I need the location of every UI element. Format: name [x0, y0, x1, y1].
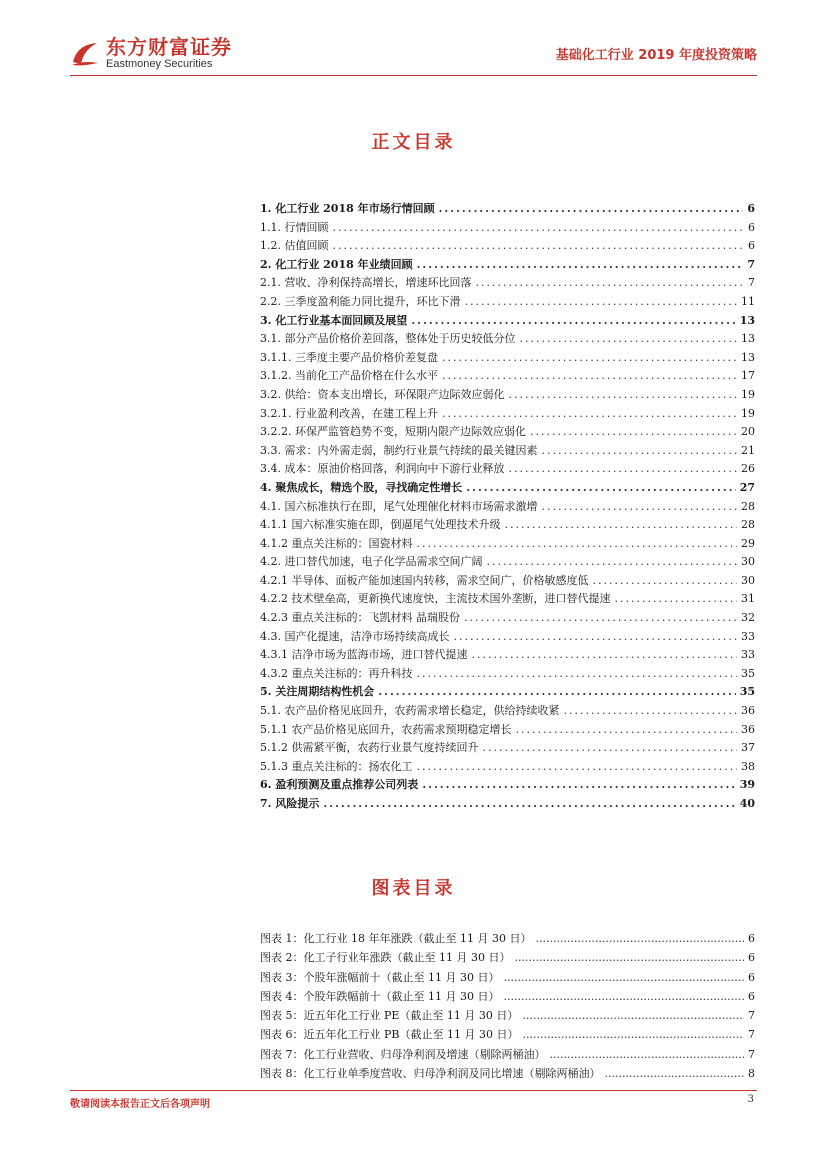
- toc-entry[interactable]: [260, 572, 755, 591]
- toc-entry[interactable]: [260, 349, 755, 368]
- entry-page-number: 21: [741, 443, 755, 457]
- figure-entry[interactable]: [260, 930, 755, 949]
- dot-leader: [614, 592, 737, 605]
- disclaimer-note: 敬请阅读本报告正文后各项声明: [70, 1099, 210, 1110]
- page-number: 3: [747, 1094, 754, 1105]
- toc-entry[interactable]: [260, 386, 755, 405]
- entry-page-number: 6: [748, 239, 755, 253]
- entry-page-number: 30: [741, 573, 755, 587]
- toc-entry[interactable]: [260, 721, 755, 740]
- dot-leader: [487, 555, 738, 568]
- entry-label: 5.1. 农产品价格见底回升，农药需求增长稳定，供给持续收紧: [260, 704, 560, 718]
- dot-leader: [333, 221, 745, 234]
- entry-page-number: 13: [741, 350, 755, 364]
- dot-leader: [465, 295, 738, 308]
- dot-leader: [504, 518, 737, 531]
- entry-label: 1.1. 行情回顾: [260, 220, 329, 234]
- dot-leader: [454, 630, 738, 643]
- dot-leader: [466, 481, 735, 494]
- entry-page-number: 40: [739, 797, 755, 810]
- entry-page-number: 19: [741, 406, 755, 420]
- dot-leader: [522, 1009, 744, 1022]
- entry-label: 图表 6：近五年化工行业 PB（截止至 11 月 30 日）: [260, 1028, 519, 1042]
- entry-page-number: 6: [748, 220, 755, 234]
- entry-label: 3. 化工行业基本面回顾及展望: [260, 313, 408, 327]
- entry-label: 3.2.1. 行业盈利改善，在建工程上升: [260, 406, 438, 420]
- entry-label: 4.2.3 重点关注标的：飞凯材料 晶瑞股份: [260, 611, 460, 625]
- toc-entry[interactable]: [260, 516, 755, 535]
- toc-entry[interactable]: [260, 553, 755, 572]
- entry-label: 3.1.2. 当前化工产品价格在什么水平: [260, 369, 438, 383]
- entry-label: 2.1. 营收、净利保持高增长，增速环比回落: [260, 276, 472, 290]
- toc-entry[interactable]: [260, 776, 755, 795]
- entry-page-number: 7: [748, 276, 755, 290]
- entry-label: 4.3. 国产化提速，洁净市场持续高成长: [260, 629, 450, 643]
- toc-entry[interactable]: [260, 442, 755, 461]
- toc-entry[interactable]: [260, 200, 755, 219]
- entry-page-number: 7: [748, 1009, 755, 1023]
- toc-entry[interactable]: [260, 274, 755, 293]
- dot-leader: [439, 202, 744, 215]
- entry-page-number: 28: [741, 518, 755, 532]
- entry-page-number: 13: [741, 332, 755, 346]
- entry-label: 3.1. 部分产品价格价差回落，整体处于历史较低分位: [260, 332, 516, 346]
- entry-page-number: 39: [739, 778, 755, 792]
- entry-label: 4. 聚焦成长，精选个股，寻找确定性增长: [260, 480, 463, 494]
- toc-entry[interactable]: [260, 683, 755, 702]
- dot-leader: [323, 797, 735, 810]
- dot-leader: [592, 574, 737, 587]
- toc-entry[interactable]: [260, 795, 755, 814]
- entry-label: 图表 4：个股年跌幅前十（截止至 11 月 30 日）: [260, 989, 500, 1003]
- entry-page-number: 7: [748, 1047, 755, 1061]
- report-title: 基础化工行业 2019 年度投资策略: [555, 48, 757, 63]
- dot-leader: [333, 239, 745, 252]
- figure-entry[interactable]: [260, 988, 755, 1007]
- entry-page-number: 36: [741, 722, 755, 736]
- entry-label: 图表 5：近五年化工行业 PE（截止至 11 月 30 日）: [260, 1009, 519, 1023]
- dot-leader: [442, 351, 737, 364]
- entry-label: 3.4. 成本：原油价格回落，利润向中下游行业释放: [260, 462, 505, 476]
- entry-label: 3.1.1. 三季度主要产品价格价差复盘: [260, 350, 438, 364]
- entry-label: 图表 1：化工行业 18 年年涨跌（截止至 11 月 30 日）: [260, 932, 532, 945]
- entry-label: 3.2. 供给：资本支出增长，环保限产边际效应弱化: [260, 387, 505, 401]
- dot-leader: [522, 1028, 744, 1041]
- toc-entry[interactable]: [260, 405, 755, 424]
- entry-page-number: 7: [748, 1028, 755, 1042]
- entry-page-number: 33: [741, 648, 755, 662]
- header-divider: [70, 75, 757, 76]
- toc-entry[interactable]: [260, 312, 755, 331]
- logo-english-name: Eastmoney Securities: [106, 58, 213, 70]
- toc-entry[interactable]: [260, 590, 755, 609]
- entry-page-number: 33: [741, 629, 755, 643]
- dot-leader: [530, 425, 737, 438]
- dot-leader: [515, 723, 737, 736]
- toc-entry[interactable]: [260, 646, 755, 665]
- dot-leader: [535, 932, 744, 945]
- dot-leader: [550, 1048, 745, 1061]
- entry-page-number: 6: [748, 989, 755, 1003]
- dot-leader: [542, 444, 738, 457]
- dot-leader: [509, 388, 738, 401]
- toc-entry[interactable]: [260, 702, 755, 721]
- entry-label: 2.2. 三季度盈利能力同比提升，环比下滑: [260, 294, 461, 308]
- entry-label: 5.1.2 供需紧平衡，农药行业景气度持续回升: [260, 741, 479, 755]
- entry-label: 1.2. 估值回顾: [260, 239, 329, 253]
- toc-entry[interactable]: [260, 665, 755, 684]
- entry-label: 3.3. 需求：内外需走弱，制约行业景气持续的最关键因素: [260, 443, 538, 457]
- entry-label: 图表 2：化工子行业年涨跌（截止至 11 月 30 日）: [260, 951, 511, 965]
- figure-entry[interactable]: [260, 1046, 755, 1065]
- figure-entry[interactable]: [260, 1065, 755, 1084]
- entry-label: 2. 化工行业 2018 年业绩回顾: [260, 257, 413, 271]
- entry-label: 6. 盈利预测及重点推荐公司列表: [260, 778, 419, 792]
- footer-divider: [70, 1090, 757, 1091]
- entry-label: 4.2. 进口替代加速，电子化学品需求空间广阔: [260, 555, 483, 569]
- figure-entry[interactable]: [260, 949, 755, 968]
- dot-leader: [564, 704, 738, 717]
- dot-leader: [605, 1067, 745, 1080]
- toc-entry[interactable]: [260, 498, 755, 517]
- entry-label: 图表 7：化工行业营收、归母净利润及增速（剔除两桶油）: [260, 1047, 546, 1061]
- dot-leader: [417, 760, 738, 773]
- toc-entry[interactable]: [260, 628, 755, 647]
- table-of-contents: [260, 200, 755, 814]
- dot-leader: [417, 258, 744, 271]
- dot-leader: [503, 990, 744, 1003]
- entry-page-number: 30: [741, 555, 755, 569]
- figures-title: 图表目录: [371, 878, 456, 899]
- entry-page-number: 8: [748, 1067, 755, 1081]
- entry-page-number: 13: [739, 313, 755, 327]
- dot-leader: [482, 741, 737, 754]
- toc-entry[interactable]: [260, 739, 755, 758]
- entry-label: 1. 化工行业 2018 年市场行情回顾: [260, 202, 435, 215]
- entry-label: 4.1.1 国六标准实施在即，倒逼尾气处理技术升级: [260, 518, 501, 532]
- entry-label: 图表 8：化工行业单季度营收、归母净利润及同比增速（剔除两桶油）: [260, 1067, 601, 1081]
- toc-entry[interactable]: [260, 423, 755, 442]
- entry-label: 4.3.2 重点关注标的：再升科技: [260, 666, 413, 680]
- dot-leader: [542, 500, 738, 513]
- entry-page-number: 27: [739, 480, 755, 494]
- entry-page-number: 28: [741, 499, 755, 513]
- dot-leader: [503, 971, 744, 984]
- toc-entry[interactable]: [260, 758, 755, 777]
- entry-page-number: 35: [739, 685, 755, 699]
- entry-label: 4.2.2 技术壁垒高，更新换代速度快，主流技术国外垄断，进口替代提速: [260, 592, 611, 606]
- toc-entry[interactable]: [260, 293, 755, 312]
- entry-label: 4.2.1 半导体、面板产能加速国内转移，需求空间广，价格敏感度低: [260, 573, 589, 587]
- dot-leader: [514, 951, 744, 964]
- entry-label: 4.3.1 洁净市场为蓝海市场，进口替代提速: [260, 648, 468, 662]
- dot-leader: [378, 685, 735, 698]
- entry-page-number: 32: [741, 611, 755, 625]
- dot-leader: [476, 276, 745, 289]
- toc-entry[interactable]: [260, 367, 755, 386]
- toc-entry[interactable]: [260, 479, 755, 498]
- entry-page-number: 35: [741, 666, 755, 680]
- entry-label: 4.1.2 重点关注标的：国瓷材料: [260, 536, 413, 550]
- logo-mark-icon: [70, 40, 100, 68]
- entry-label: 4.1. 国六标准执行在即，尾气处理催化材料市场需求激增: [260, 499, 538, 513]
- entry-page-number: 11: [741, 294, 755, 308]
- entry-page-number: 6: [748, 970, 755, 984]
- dot-leader: [509, 462, 738, 475]
- entry-label: 图表 3：个股年涨幅前十（截止至 11 月 30 日）: [260, 970, 500, 984]
- dot-leader: [411, 314, 735, 327]
- entry-page-number: 20: [741, 425, 755, 439]
- dot-leader: [417, 537, 738, 550]
- figure-entry[interactable]: [260, 969, 755, 988]
- dot-leader: [464, 611, 737, 624]
- dot-leader: [417, 667, 738, 680]
- entry-page-number: 26: [741, 462, 755, 476]
- entry-label: 7. 风险提示: [260, 797, 320, 810]
- figure-list: [260, 930, 755, 1084]
- entry-page-number: 29: [741, 536, 755, 550]
- company-logo: [70, 36, 232, 71]
- logo-chinese-name: 东方财富证券: [106, 35, 232, 59]
- entry-label: 5.1.3 重点关注标的：扬农化工: [260, 759, 413, 773]
- toc-entry[interactable]: [260, 256, 755, 275]
- toc-title: 正文目录: [371, 132, 456, 153]
- toc-entry[interactable]: [260, 609, 755, 628]
- entry-page-number: 6: [748, 932, 755, 945]
- dot-leader: [422, 778, 735, 791]
- dot-leader: [442, 407, 737, 420]
- toc-entry[interactable]: [260, 535, 755, 554]
- entry-page-number: 31: [741, 592, 755, 606]
- entry-page-number: 17: [741, 369, 755, 383]
- figure-entry[interactable]: [260, 1026, 755, 1045]
- dot-leader: [520, 332, 738, 345]
- toc-entry[interactable]: [260, 237, 755, 256]
- figure-entry[interactable]: [260, 1007, 755, 1026]
- entry-label: 3.2.2. 环保严监管趋势不变，短期内限产边际效应弱化: [260, 425, 526, 439]
- toc-entry[interactable]: [260, 330, 755, 349]
- entry-page-number: 36: [741, 704, 755, 718]
- dot-leader: [471, 648, 737, 661]
- toc-entry[interactable]: [260, 460, 755, 479]
- entry-page-number: 37: [741, 741, 755, 755]
- entry-page-number: 19: [741, 387, 755, 401]
- toc-entry[interactable]: [260, 219, 755, 238]
- entry-page-number: 7: [747, 257, 755, 271]
- dot-leader: [442, 369, 737, 382]
- entry-label: 5. 关注周期结构性机会: [260, 685, 375, 699]
- entry-page-number: 38: [741, 759, 755, 773]
- entry-page-number: 6: [747, 202, 755, 215]
- entry-page-number: 6: [748, 951, 755, 965]
- entry-label: 5.1.1 农产品价格见底回升，农药需求预期稳定增长: [260, 722, 512, 736]
